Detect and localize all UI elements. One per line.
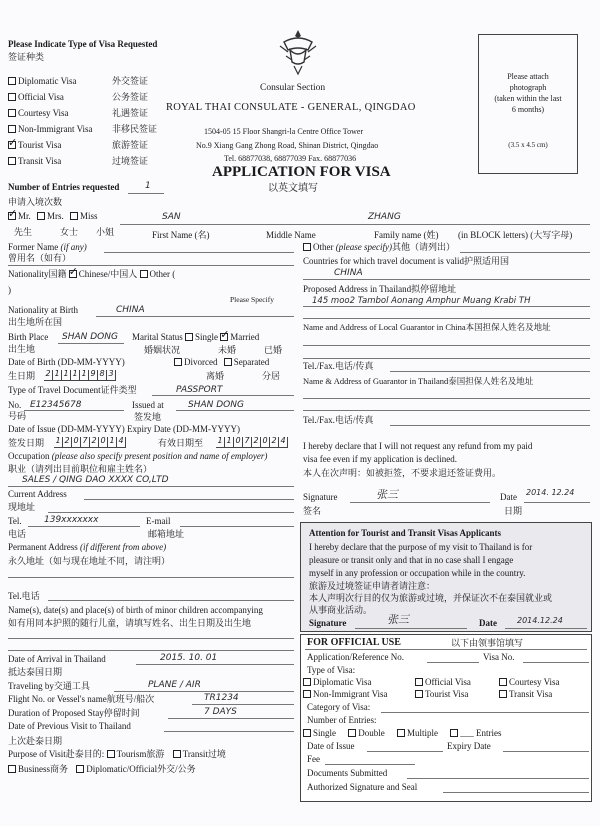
proposed-address-value[interactable]: 145 moo2 Tambol Aonang Amphur Muang Krabi TH	[312, 296, 531, 306]
visa-type-heading: Please Indicate Type of Visa Requested	[8, 39, 158, 49]
official-multiple-checkbox[interactable]	[397, 729, 405, 737]
nationality-close: )	[8, 285, 11, 295]
digit-cell: 1	[80, 370, 89, 381]
official-type-row-2	[303, 690, 388, 699]
consular-section: Consular Section	[260, 83, 326, 93]
nationality-row	[8, 270, 175, 279]
official-official-checkbox[interactable]	[415, 678, 423, 686]
visa-option-official-visa[interactable]	[8, 93, 148, 102]
visa-option-checkbox[interactable]	[8, 141, 16, 149]
digit-cell: 3	[107, 370, 116, 381]
married-label: Married	[230, 332, 260, 342]
dob-label: Date of Birth (DD-MM-YYYY)	[8, 357, 125, 367]
issued-at-label-cn: 签发地	[134, 412, 162, 422]
visa-option-checkbox[interactable]	[8, 93, 16, 101]
official-single-label: Single	[313, 728, 337, 738]
other-right-label-cn: 其他（请列出）	[391, 242, 455, 252]
form-title: APPLICATION FOR VISA	[212, 164, 391, 180]
attention-line-3: myself in any profession or occupation while in the country.	[309, 568, 526, 578]
digit-cell: 0	[99, 437, 108, 448]
travel-value[interactable]: PLANE / AIR	[148, 680, 201, 690]
issue-date-digits[interactable]	[54, 437, 126, 448]
attention-line-1: I hereby declare that the purpose of my visit to Thailand is for	[309, 542, 533, 552]
official-courtesy-checkbox[interactable]	[499, 678, 507, 686]
occupation-note: (please also specify present position and name of employer)	[51, 451, 268, 461]
date-label-cn: 日期	[504, 506, 523, 516]
marital-label: Marital Status	[132, 332, 183, 342]
official-double-label: Double	[358, 728, 385, 738]
thai-guarantor-label: Name & Address of Guarantor in Thailand泰国担保人姓名及地址	[303, 376, 534, 386]
previous-visit-label-cn: 上次赴泰日期	[8, 736, 63, 746]
miss-checkbox[interactable]	[70, 212, 78, 220]
mr-label: Mr.	[18, 211, 31, 221]
digit-cell: 1	[53, 370, 62, 381]
married-label-cn: 已婚	[264, 345, 283, 355]
single-label-cn: 未婚	[218, 345, 237, 355]
visa-option-label-cn: 公务签证	[112, 92, 149, 102]
visa-option-checkbox[interactable]	[8, 109, 16, 117]
visa-option-label: Courtesy Visa	[18, 108, 69, 118]
visa-option-checkbox[interactable]	[8, 125, 16, 133]
birth-place-value[interactable]: SHAN DONG	[62, 332, 118, 342]
official-diplomatic-label: Diplomatic Visa	[313, 677, 372, 687]
official-transit-label: Transit Visa	[509, 689, 553, 699]
separated-checkbox[interactable]	[224, 358, 232, 366]
visa-option-label: Official Visa	[18, 92, 64, 102]
miss-label: Miss	[80, 211, 98, 221]
digit-cell: 2	[63, 437, 72, 448]
business-label: Business商务	[18, 764, 69, 774]
photo-line-2: photograph	[509, 83, 547, 92]
former-name-note: (if any)	[60, 242, 87, 252]
signature-label: Signature	[303, 492, 338, 502]
digit-cell: 2	[252, 437, 261, 448]
entries-value[interactable]: 1	[145, 181, 151, 191]
occupation-row	[8, 452, 267, 461]
entries-label: Number of Entries requested	[8, 182, 120, 192]
other-right-checkbox[interactable]	[303, 243, 311, 251]
date-label: Date	[500, 492, 517, 502]
visa-type-heading-cn: 签证种类	[8, 52, 45, 62]
former-name-row	[8, 243, 87, 252]
date-value[interactable]: 2014. 12.24	[526, 488, 575, 497]
official-docs-label: Documents Submitted	[307, 768, 388, 778]
digit-cell: 2	[90, 437, 99, 448]
mrs-label: Mrs.	[47, 211, 64, 221]
arrival-label: Date of Arrival in Thailand	[8, 654, 106, 664]
issue-expiry-label: Date of Issue (DD-MM-YYYY) Expiry Date (DD-MM-YYYY)	[8, 424, 240, 434]
mrs-checkbox[interactable]	[37, 212, 45, 220]
mr-label-cn: 先生	[14, 227, 33, 237]
birth-place-label: Birth Place	[8, 332, 49, 342]
marital-label-cn: 婚姻状况	[144, 345, 181, 355]
official-nonimm-checkbox[interactable]	[303, 690, 311, 698]
official-transit-checkbox[interactable]	[499, 690, 507, 698]
digit-cell: 1	[216, 437, 225, 448]
visa-option-transit-visa[interactable]	[8, 157, 148, 166]
photo-line-3: (taken within the last	[494, 94, 562, 103]
permanent-address-row	[8, 543, 166, 552]
occupation-value[interactable]: SALES / QING DAO XXXX CO,LTD	[22, 475, 169, 485]
tel-value[interactable]: 139xxxxxxx	[44, 515, 99, 525]
permanent-address-label: Permanent Address	[8, 542, 78, 552]
photo-line-4: 6 months)	[511, 105, 545, 114]
other-right-row	[303, 243, 455, 252]
divorced-row	[174, 358, 269, 367]
occupation-label: Occupation	[8, 451, 50, 461]
digit-cell: 9	[89, 370, 98, 381]
photo-size: (3.5 x 4.5 cm)	[508, 141, 548, 149]
official-type-label: Type of Visa:	[307, 665, 356, 675]
former-name-label-cn: 曾用名（如有）	[8, 253, 72, 263]
visa-option-label: Diplomatic Visa	[18, 76, 77, 86]
visa-option-label-cn: 过境签证	[112, 156, 149, 166]
occupation-label-cn: 职业（请列出目前职位和雇主姓名）	[8, 464, 153, 474]
official-expiry-label: Expiry Date	[447, 741, 491, 751]
official-entries-label: Entries	[476, 728, 502, 738]
doc-type-value[interactable]: PASSPORT	[176, 385, 223, 395]
single-checkbox[interactable]	[185, 333, 193, 341]
chinese-label: Chinese/中国人	[78, 269, 138, 279]
middle-name-label: Middle Name	[266, 230, 316, 240]
consulate-address-1: 1504-05 15 Floor Shangri-la Centre Office Tower	[204, 127, 364, 136]
official-type-row-1	[303, 678, 372, 687]
married-checkbox[interactable]	[220, 333, 228, 341]
first-name-value[interactable]: SAN	[162, 212, 181, 222]
digit-cell: 7	[243, 437, 252, 448]
doc-no-label-cn: 号码	[8, 411, 27, 421]
visa-option-label-cn: 旅游签证	[112, 140, 149, 150]
dob-label-cn: 生日期	[8, 371, 36, 381]
separated-label: Separated	[233, 357, 270, 367]
block-letters-label: (in BLOCK letters) (大写字母)	[458, 230, 573, 240]
divorced-label-cn: 离婚	[206, 371, 225, 381]
official-title-cn: 以下由领事馆填写	[451, 638, 524, 648]
countries-label: Countries for which travel document is valid护照适用国	[303, 256, 509, 266]
digit-cell: 1	[62, 370, 71, 381]
digit-cell: 8	[98, 370, 107, 381]
attention-signature-value[interactable]: 张三	[387, 613, 409, 626]
attention-title: Attention for Tourist and Transit Visas Applicants	[309, 528, 502, 538]
flight-value[interactable]: TR1234	[204, 693, 239, 703]
divorced-label: Divorced	[184, 357, 218, 367]
countries-value[interactable]: CHINA	[334, 268, 363, 278]
digit-cell: 4	[279, 437, 288, 448]
dob-digits[interactable]	[44, 370, 116, 381]
current-address-label: Current Address	[8, 489, 67, 499]
purpose-label: Purpose of Visit赴泰目的:	[8, 749, 105, 759]
consulate-address-2: No.9 Xiang Gang Zhong Road, Shinan District, Qingdao	[196, 141, 379, 150]
tourism-label: Tourism旅游	[116, 749, 165, 759]
attention-cn-2: 本人声明次行目的仅为旅游或过境，并保证次不在泰国就业或	[309, 593, 553, 603]
visa-option-label: Non-Immigrant Visa	[18, 124, 93, 134]
birth-nationality-label-cn: 出生地所在国	[8, 317, 63, 327]
minors-label: Name(s), date(s) and place(s) of birth of minor children accompanying	[8, 605, 263, 615]
digit-cell: 1	[54, 437, 63, 448]
birth-nationality-label: Nationality at Birth	[8, 305, 78, 315]
signature-value[interactable]: 张三	[376, 488, 398, 501]
digit-cell: 0	[72, 437, 81, 448]
official-diplomatic-checkbox[interactable]	[303, 678, 311, 686]
divorced-checkbox[interactable]	[174, 358, 182, 366]
official-fee-label: Fee	[307, 754, 320, 764]
visa-option-tourist-visa[interactable]	[8, 141, 148, 150]
marital-row	[132, 333, 259, 342]
issue-date-label-cn: 签发日期	[8, 438, 45, 448]
official-courtesy-label: Courtesy Visa	[509, 677, 560, 687]
family-name-label: Family name (姓)	[374, 230, 439, 240]
mrs-label-cn: 女士	[60, 227, 79, 237]
visa-option-diplomatic-visa[interactable]	[8, 77, 148, 86]
tourism-checkbox[interactable]	[107, 750, 115, 758]
attention-signature-label: Signature	[309, 618, 347, 628]
attention-cn-3: 从事商业活动。	[309, 605, 373, 615]
issued-at-value[interactable]: SHAN DONG	[188, 400, 244, 410]
local-guarantor-label: Name and Address of Local Guarantor in China本国担保人姓名及地址	[303, 322, 551, 332]
duration-label: Duration of Proposed Stay停留时间	[8, 708, 140, 718]
former-name-label: Former Name	[8, 242, 59, 252]
mr-checkbox[interactable]	[8, 212, 16, 220]
official-tourist-checkbox[interactable]	[415, 690, 423, 698]
transit-checkbox[interactable]	[173, 750, 181, 758]
visa-option-label-cn: 礼遇签证	[112, 108, 149, 118]
separated-label-cn: 分居	[262, 371, 281, 381]
visa-option-label-cn: 外交签证	[112, 76, 149, 86]
proposed-address-label: Proposed Address in Thailand拟停留地址	[303, 284, 457, 294]
attention-box	[300, 522, 592, 632]
miss-label-cn: 小姐	[96, 227, 115, 237]
chinese-checkbox[interactable]	[69, 270, 77, 278]
travel-label: Traveling by交通工具	[8, 681, 90, 691]
doc-no-value[interactable]: E12345678	[30, 400, 82, 410]
form-subtitle-cn: 以英文填写	[268, 183, 318, 194]
garuda-emblem-icon	[278, 28, 318, 76]
visa-option-courtesy-visa[interactable]	[8, 109, 148, 118]
photo-line-1: Please attach	[507, 72, 549, 81]
expiry-date-label-cn: 有效日期至	[158, 438, 204, 448]
official-entries-checkbox[interactable]	[450, 729, 458, 737]
digit-cell: 2	[270, 437, 279, 448]
digit-cell: 1	[71, 370, 80, 381]
doc-no-label: No.	[8, 400, 22, 410]
birth-place-label-cn: 出生地	[8, 344, 36, 354]
consulate-tel: Tel. 68877038, 68877039 Fax. 68877036	[224, 154, 357, 163]
visa-option-checkbox[interactable]	[8, 157, 16, 165]
other-nationality-label: Other (	[149, 269, 176, 279]
doc-type-label: Type of Travel Document证件类型	[8, 385, 137, 395]
consulate-name: ROYAL THAI CONSULATE - GENERAL, QINGDAO	[166, 102, 416, 113]
official-type-row-2c	[499, 690, 552, 699]
visa-option-label: Transit Visa	[18, 156, 62, 166]
tel-fax-1-label: Tel./Fax.电话/传真	[303, 361, 374, 371]
attention-line-2: pleasure or transit only and that in no case shall I engage	[309, 555, 514, 565]
official-single-checkbox[interactable]	[303, 729, 311, 737]
digit-cell: 0	[261, 437, 270, 448]
visa-option-label: Tourist Visa	[18, 140, 62, 150]
tel-label: Tel.	[8, 516, 22, 526]
digit-cell: 4	[117, 437, 126, 448]
digit-cell: 0	[234, 437, 243, 448]
attention-date-value[interactable]: 2014.12.24	[517, 616, 563, 625]
official-entries-row: Single Double Multiple ___ Entries	[303, 729, 502, 738]
arrival-value[interactable]: 2015. 10. 01	[160, 653, 218, 663]
official-type-row-2b	[415, 690, 468, 699]
business-checkbox[interactable]	[8, 765, 16, 773]
issued-at-label: Issued at	[132, 400, 164, 410]
other-right-note: (please specify)	[335, 242, 392, 252]
digit-cell: 2	[44, 370, 53, 381]
minors-label-cn: 如有用同本护照的随行儿童，请填写姓名、出生日期及出生地	[8, 618, 252, 628]
photo-box[interactable]	[478, 34, 578, 174]
official-app-ref-label: Application/Reference No.	[307, 652, 404, 662]
official-number-label: Number of Entries:	[307, 715, 377, 725]
email-label-cn: 邮箱地址	[148, 529, 185, 539]
purpose-row-2	[8, 765, 196, 774]
attention-cn-1: 旅游及过境签证申请者请注意：	[309, 581, 436, 591]
official-type-row-1c	[499, 678, 560, 687]
attention-date-label: Date	[479, 618, 497, 628]
official-multiple-label: Multiple	[407, 728, 439, 738]
digit-cell: 7	[81, 437, 90, 448]
official-use-box	[300, 634, 592, 802]
official-title: FOR OFFICIAL USE	[307, 637, 401, 648]
other-nationality-checkbox[interactable]	[140, 270, 148, 278]
other-right-label: Other	[313, 242, 334, 252]
diplomatic-purpose-label: Diplomatic/Official外交/公务	[86, 764, 196, 774]
official-tourist-label: Tourist Visa	[425, 689, 469, 699]
tel-fax-2-label: Tel./Fax.电话/传真	[303, 415, 374, 425]
duration-value[interactable]: 7 DAYS	[204, 707, 237, 717]
official-category-label: Category of Visa:	[307, 702, 371, 712]
declaration-en-1: I hereby declare that I will not request any refund from my paid	[303, 441, 533, 451]
official-nonimm-label: Non-Immigrant Visa	[313, 689, 388, 699]
tel-label-cn: 电话	[8, 529, 27, 539]
official-type-row-1b	[415, 678, 471, 687]
declaration-en-2: visa fee even if my application is declined.	[303, 454, 457, 464]
tel2-label: Tel.电话	[8, 591, 40, 601]
official-visa-no-label: Visa No.	[483, 652, 515, 662]
title-options	[8, 212, 98, 221]
previous-visit-label: Date of Previous Visit to Thailand	[8, 721, 131, 731]
visa-option-checkbox[interactable]	[8, 77, 16, 85]
transit-label: Transit过境	[182, 749, 226, 759]
flight-label: Flight No. or Vessel's name航班号/船次	[8, 694, 155, 704]
signature-label-cn: 签名	[303, 506, 322, 516]
permanent-address-label-cn: 永久地址（如与现在地址不同，请注明）	[8, 556, 171, 566]
official-official-label: Official Visa	[425, 677, 471, 687]
official-auth-label: Authorized Signature and Seal	[307, 782, 418, 792]
entries-label-cn: 申请入境次数	[8, 197, 63, 207]
permanent-address-note: (if different from above)	[80, 542, 167, 552]
nationality-label: Nationality国籍	[8, 269, 67, 279]
purpose-row-1	[8, 750, 226, 759]
official-issue-label: Date of Issue	[307, 741, 355, 751]
current-address-label-cn: 现地址	[8, 502, 36, 512]
digit-cell: 1	[108, 437, 117, 448]
arrival-label-cn: 抵达泰国日期	[8, 667, 63, 677]
expiry-date-digits[interactable]	[216, 437, 288, 448]
email-label: E-mail	[146, 516, 171, 526]
official-double-checkbox[interactable]	[348, 729, 356, 737]
declaration-cn: 本人在次声明：如被拒签，不要求退还签证费用。	[303, 468, 502, 478]
diplomatic-purpose-checkbox[interactable]	[76, 765, 84, 773]
visa-option-label-cn: 非移民签证	[112, 124, 158, 134]
visa-option-non-immigrant-visa[interactable]	[8, 125, 157, 134]
digit-cell: 1	[225, 437, 234, 448]
single-label: Single	[195, 332, 219, 342]
family-name-value[interactable]: ZHANG	[368, 212, 401, 222]
first-name-label: First Name (名)	[152, 230, 210, 240]
please-specify: Please Specify	[230, 295, 274, 304]
birth-nationality-value[interactable]: CHINA	[116, 305, 145, 315]
